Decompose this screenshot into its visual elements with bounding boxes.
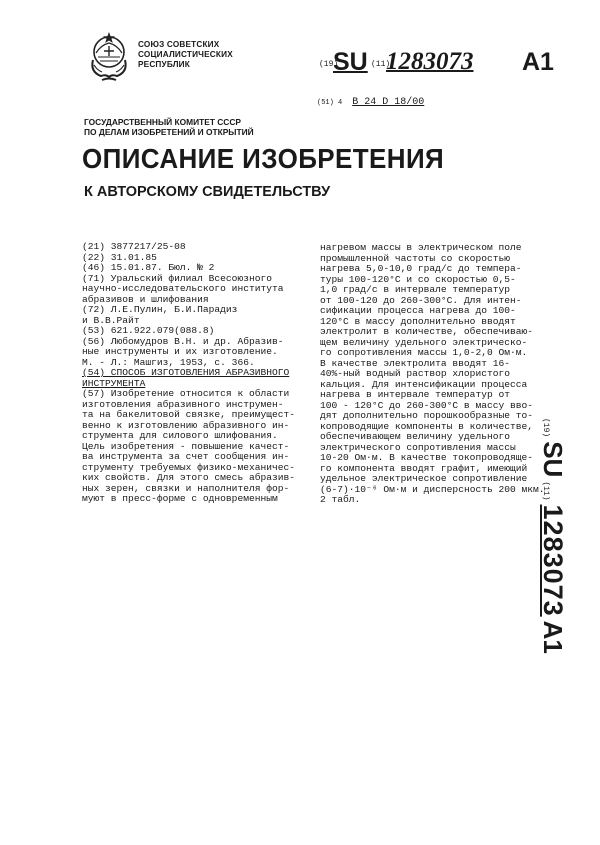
abstract-line: струмента для силового шлифования. <box>82 430 278 441</box>
abstract-line: го сопротивления массы 1,0-2,0 Ом·м. <box>320 347 528 358</box>
org-line: РЕСПУБЛИК <box>138 60 190 69</box>
org-line: СОЦИАЛИСТИЧЕСКИХ <box>138 50 233 59</box>
side-document-kind: A1 <box>538 620 568 654</box>
ipc-value: B 24 D 18/00 <box>352 97 425 108</box>
abstract-line: 100 - 120°С до 260-300°С в массу вво- <box>320 399 534 411</box>
country-code: SU <box>333 48 368 76</box>
abstract-line: 40%-ный водный раствор хлористого <box>320 368 510 379</box>
abstract-line: Цель изобретения - повышение качест- <box>82 440 290 452</box>
side-country-code-label: (19) <box>541 418 550 438</box>
biblio-line: (71) Уральский филиал Всесоюзного <box>82 272 272 284</box>
document-kind: A1 <box>522 48 554 76</box>
biblio-line: (22) 31.01.85 <box>82 251 157 263</box>
invention-title-line: (54) СПОСОБ ИЗГОТОВЛЕНИЯ АБРАЗИВНОГО <box>82 367 290 378</box>
abstract-line: 1,0 град/с в интервале температур <box>320 284 510 295</box>
biblio-line: (56) Любомудров В.Н. и др. Абразив- <box>82 335 284 347</box>
abstract-line: щем величину удельного электрическо- <box>320 336 528 348</box>
abstract-line: ких свойств. Для этого смесь абразив- <box>82 472 296 483</box>
abstract-line: копроводящие компоненты в количестве, <box>320 420 534 432</box>
abstract-line: (57) Изобретение относится к области <box>82 388 290 399</box>
biblio-line: (72) Л.Е.Пулин, Б.И.Парадиз <box>82 304 238 315</box>
abstract-line: 10-20 Ом·м. В качестве токопроводяще- <box>320 452 534 463</box>
abstract-line: 2 табл. <box>320 494 361 505</box>
side-patent-number: 1283073 <box>538 504 568 617</box>
committee-line: ПО ДЕЛАМ ИЗОБРЕТЕНИЙ И ОТКРЫТИЙ <box>84 127 254 137</box>
abstract-line: венно к изготовлению абразивного ин- <box>82 419 290 431</box>
left-column <box>82 242 312 505</box>
abstract-line: В качестве электролита вводят 16- <box>320 357 510 369</box>
org-line: СОЮЗ СОВЕТСКИХ <box>138 40 220 49</box>
abstract-line: 120°С в массу дополнительно вводят <box>320 315 516 327</box>
biblio-line: (53) 621.922.079(088.8) <box>82 325 215 336</box>
abstract-line: нагрева в интервале температур от <box>320 389 510 400</box>
abstract-line: муют в пресс-форме с одновременным <box>82 493 278 504</box>
side-country-code: SU <box>538 441 568 478</box>
biblio-line: и В.В.Райт <box>82 314 140 326</box>
abstract-line: изготовления абразивного инструмен- <box>82 398 284 410</box>
side-stamp <box>528 418 568 668</box>
abstract-line: нагрева 5,0-10,0 град/с до темпера- <box>320 263 522 274</box>
right-column <box>320 243 558 506</box>
abstract-line: туры 100-120°С и со скоростью 0,5- <box>320 273 516 285</box>
abstract-line: от 100-120 до 260-300°С. Для интен- <box>320 294 522 306</box>
abstract-line: ва инструмента за счет сообщения ин- <box>82 451 290 462</box>
biblio-line: абразивов и шлифования <box>82 293 209 305</box>
document-title: ОПИСАНИЕ ИЗОБРЕТЕНИЯ <box>82 143 445 175</box>
biblio-line: научно-исследовательского института <box>82 283 284 294</box>
biblio-line: ные инструменты и их изготовление. <box>82 346 278 357</box>
abstract-line: струменту требуемых физико-механичес- <box>82 461 296 473</box>
abstract-line: (6-7)·10⁻⁶ Ом·м и дисперсность 200 мкм. <box>320 483 545 495</box>
side-number-code-label: (11) <box>541 481 550 501</box>
abstract-line: электролит в количестве, обеспечиваю- <box>320 326 534 337</box>
abstract-line: электрического сопротивления массы <box>320 441 516 453</box>
abstract-line: удельное электрическое сопротивление <box>320 473 528 484</box>
abstract-line: обеспечивающем величину удельного <box>320 431 510 442</box>
abstract-line: ных зерен, связки и наполнителя фор- <box>82 482 290 494</box>
biblio-line: М. - Л.: Машгиз, 1953, с. 366. <box>82 356 255 368</box>
state-committee <box>84 117 254 137</box>
number-code-label: (11) <box>371 60 391 69</box>
abstract-line: кальция. Для интенсификации процесса <box>320 378 528 390</box>
country-code-label: (19) <box>319 60 339 69</box>
abstract-line: нагревом массы в электрическом поле <box>320 242 522 253</box>
patent-number: 1283073 <box>386 48 474 75</box>
abstract-line: го компонента вводят графит, имеющий <box>320 462 528 474</box>
committee-line: ГОСУДАРСТВЕННЫЙ КОМИТЕТ СССР <box>84 117 241 127</box>
abstract-line: промышленной частоты со скоростью <box>320 252 510 264</box>
abstract-line: сификации процесса нагрева до 100- <box>320 305 516 316</box>
ipc-classification <box>317 97 424 108</box>
ipc-code-label: (51) 4 <box>317 99 343 107</box>
invention-title-line: ИНСТРУМЕНТА <box>82 377 146 389</box>
biblio-line: (21) 3877217/25-08 <box>82 241 186 252</box>
ussr-emblem-icon <box>84 30 134 82</box>
issuing-state <box>138 40 233 70</box>
document-subtitle: К АВТОРСКОМУ СВИДЕТЕЛЬСТВУ <box>84 184 331 200</box>
abstract-line: та на бакелитовой связке, преимущест- <box>82 409 296 420</box>
biblio-line: (46) 15.01.87. Бюл. № 2 <box>82 262 215 273</box>
abstract-line: дят дополнительно порошкообразные то- <box>320 410 534 421</box>
